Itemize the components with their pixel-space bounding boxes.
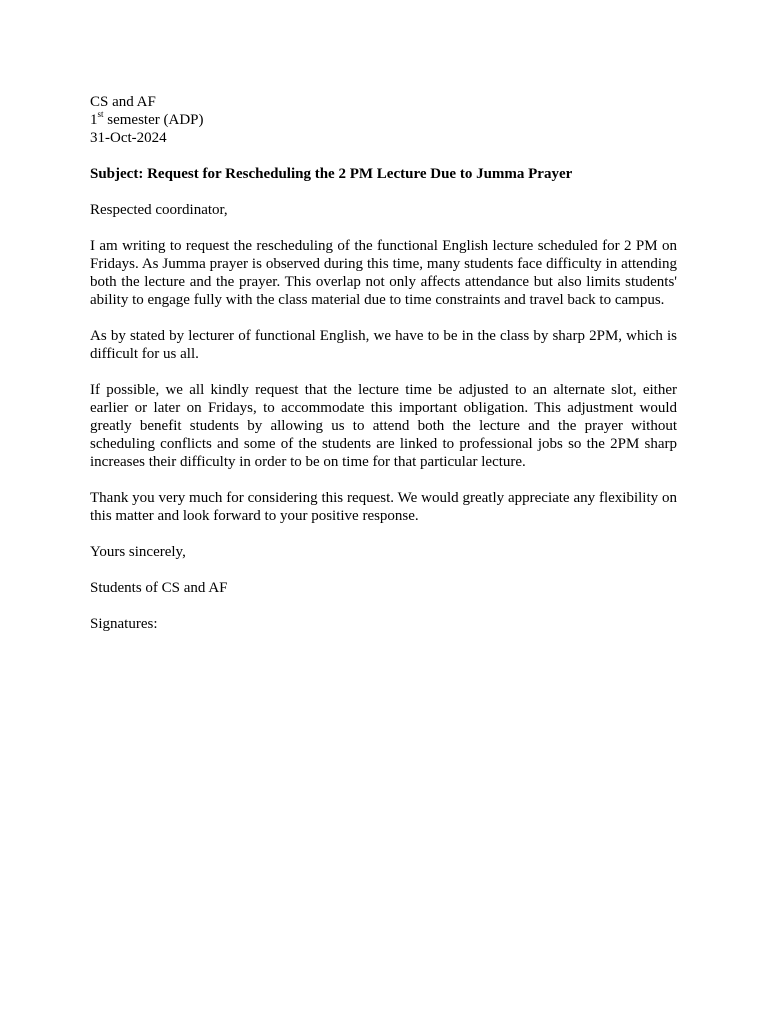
paragraph-4: Thank you very much for considering this request. We would greatly appreciate any flexibility on this matter and look forward to your positive response. <box>90 490 677 524</box>
spacer <box>90 525 677 543</box>
semester-number: 1 <box>90 112 98 128</box>
spacer <box>90 147 677 165</box>
letter-date: 31-Oct-2024 <box>90 130 167 146</box>
spacer <box>90 309 677 327</box>
spacer <box>90 183 677 201</box>
salutation: Respected coordinator, <box>90 202 228 218</box>
letter-body <box>90 93 677 633</box>
sender: Students of CS and AF <box>90 580 228 596</box>
paragraph-1: I am writing to request the rescheduling of the functional English lecture scheduled for 2 PM on Fridays. As Jumma prayer is observed during this time, many students face difficulty in attending both the lecture and the prayer. This overlap not only affects attendance but also limits students' ability to engage fully with the class material due to time constraints and travel back to campus. <box>90 238 677 308</box>
spacer <box>90 363 677 381</box>
semester-suffix: st <box>97 109 104 119</box>
paragraph-2: As by stated by lecturer of functional English, we have to be in the class by sharp 2PM, which is difficult for us all. <box>90 328 677 362</box>
semester-text: semester (ADP) <box>103 112 204 128</box>
spacer <box>90 561 677 579</box>
subject-line: Subject: Request for Rescheduling the 2 PM Lecture Due to Jumma Prayer <box>90 166 573 182</box>
class-name: CS and AF <box>90 94 156 110</box>
closing: Yours sincerely, <box>90 544 186 560</box>
paragraph-3: If possible, we all kindly request that the lecture time be adjusted to an alternate slot, either earlier or later on Fridays, to accommodate this important obligation. This adjustment would greatly benefit students by allowing us to attend both the lecture and the prayer without scheduling conflicts and some of the students are linked to professional jobs so the 2PM sharp increases their difficulty in order to be on time for that particular lecture. <box>90 382 677 470</box>
spacer <box>90 597 677 615</box>
semester-line <box>90 111 677 129</box>
spacer <box>90 219 677 237</box>
spacer <box>90 471 677 489</box>
signatures-label: Signatures: <box>90 616 158 632</box>
